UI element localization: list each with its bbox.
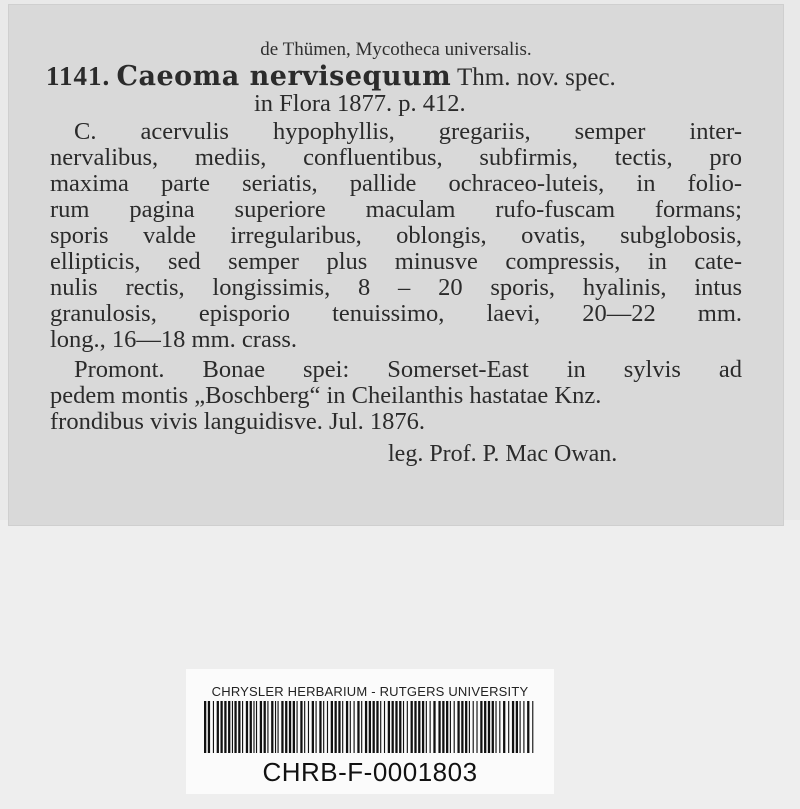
barcode-bar	[293, 701, 295, 753]
barcode-bar	[289, 701, 291, 753]
barcode-bar	[350, 701, 351, 753]
barcode-bar	[285, 701, 287, 753]
barcode-bar	[308, 701, 309, 753]
label-title-line	[46, 61, 616, 92]
barcode-bar	[342, 701, 343, 753]
barcode-bar	[411, 701, 413, 753]
barcode-bar	[422, 701, 424, 753]
barcode-bars	[204, 701, 536, 753]
exsiccata-number: 1141.	[46, 61, 111, 91]
barcode-bar	[395, 701, 397, 753]
barcode-bar	[465, 701, 467, 753]
barcode-bar	[492, 701, 494, 753]
barcode-bar	[357, 701, 359, 753]
barcode-bar	[430, 701, 431, 753]
barcode-bar	[281, 701, 283, 753]
barcode-bar	[426, 701, 427, 753]
barcode-bar	[532, 701, 533, 753]
barcode-bar	[217, 701, 219, 753]
citation: in Flora 1877. p. 412.	[254, 90, 466, 117]
barcode-bar	[499, 701, 500, 753]
barcode-bar	[271, 701, 273, 753]
barcode-bar	[512, 701, 514, 753]
barcode-bar	[297, 701, 298, 753]
barcode-bar	[516, 701, 518, 753]
barcode-bar	[365, 701, 367, 753]
description-line: ellipticis, sed semper plus minusve compressis, in cate-	[50, 248, 742, 275]
barcode-bar	[246, 701, 248, 753]
barcode-bar	[319, 701, 321, 753]
catalog-number: CHRB-F-0001803	[262, 757, 478, 787]
collector: leg. Prof. P. Mac Owan.	[388, 441, 618, 467]
barcode-bar	[331, 701, 333, 753]
barcode-bar	[527, 701, 529, 753]
barcode-bar	[204, 701, 206, 753]
barcode-bar	[450, 701, 451, 753]
barcode-bar	[228, 701, 230, 753]
species-name: Caeoma nervisequum	[116, 61, 452, 92]
description-line: C. acervulis hypophyllis, gregariis, semper inter-	[74, 118, 742, 145]
barcode-bar	[473, 701, 474, 753]
barcode-bar	[388, 701, 390, 753]
barcode-bar	[520, 701, 521, 753]
barcode-bar	[488, 701, 490, 753]
species-authority: Thm. nov. spec.	[457, 64, 616, 91]
barcode-bar	[508, 701, 509, 753]
barcode-bar	[495, 701, 496, 753]
barcode-bar	[461, 701, 463, 753]
barcode-bar	[335, 701, 337, 753]
barcode-bar	[238, 701, 240, 753]
barcode-bar	[316, 701, 317, 753]
barcode-bar	[369, 701, 371, 753]
barcode-bar	[312, 701, 314, 753]
description-line: rum pagina superiore maculam rufo-fuscam formans;	[50, 196, 742, 223]
barcode-bar	[399, 701, 401, 753]
barcode-bar	[469, 701, 470, 753]
barcode-bar	[208, 701, 210, 753]
barcode-bar	[346, 701, 348, 753]
description-line: sporis valde irregularibus, oblongis, ovatis, subglobosis,	[50, 222, 742, 249]
barcode-institution: CHRYSLER HERBARIUM - RUTGERS UNIVERSITY	[211, 684, 529, 699]
barcode-bar	[384, 701, 385, 753]
barcode-bar	[442, 701, 444, 753]
barcode-bar	[256, 701, 257, 753]
barcode-bar	[300, 701, 302, 753]
barcode-bar	[373, 701, 375, 753]
barcode-bar	[454, 701, 455, 753]
description-line: nervalibus, mediis, confluentibus, subfirmis, tectis, pro	[50, 144, 742, 171]
locality-line: frondibus vivis languidisve. Jul. 1876.	[50, 408, 425, 435]
barcode-bar	[380, 701, 381, 753]
specimen-label	[8, 4, 784, 526]
barcode-bar	[438, 701, 440, 753]
barcode-bar	[503, 701, 505, 753]
barcode-bar	[220, 701, 222, 753]
barcode-bar	[407, 701, 408, 753]
barcode-bar	[260, 701, 262, 753]
description-line: long., 16—18 mm. crass.	[50, 326, 298, 353]
barcode-bar	[275, 701, 276, 753]
barcode-bar	[213, 701, 214, 753]
barcode-bar	[267, 701, 268, 753]
barcode-bar	[376, 701, 378, 753]
barcode-bar	[232, 701, 233, 753]
barcode-bar	[264, 701, 266, 753]
barcode-bar	[457, 701, 459, 753]
barcode-bar	[224, 701, 226, 753]
description-line: maxima parte seriatis, pallide ochraceo-luteis, in folio-	[50, 170, 742, 197]
barcode-bar	[323, 701, 324, 753]
barcode-bar	[446, 701, 448, 753]
barcode-bar	[476, 701, 477, 753]
barcode-bar	[392, 701, 394, 753]
barcode-bar	[433, 701, 435, 753]
locality-line: Promont. Bonae spei: Somerset-East in sylvis ad	[74, 356, 742, 383]
description-line: nulis rectis, longissimis, 8 – 20 sporis, hyalinis, intus	[50, 274, 742, 301]
barcode-bar	[480, 701, 482, 753]
barcode-bar	[304, 701, 305, 753]
barcode-bar	[418, 701, 420, 753]
barcode-bar	[242, 701, 243, 753]
barcode-bar	[361, 701, 362, 753]
barcode-bar	[403, 701, 404, 753]
barcode-bar	[277, 701, 278, 753]
description-line: granulosis, episporio tenuissimo, laevi, 20—22 mm.	[50, 300, 742, 327]
barcode-bar	[414, 701, 416, 753]
locality-line: pedem montis „Boschberg“ in Cheilanthis hastatae Knz.	[50, 382, 602, 409]
barcode-bar	[250, 701, 252, 753]
barcode-bar	[338, 701, 340, 753]
barcode-bar	[484, 701, 486, 753]
barcode-bar	[234, 701, 236, 753]
barcode-label	[186, 669, 554, 794]
barcode-bar	[327, 701, 328, 753]
barcode-bar	[354, 701, 355, 753]
label-header: de Thümen, Mycotheca universalis.	[260, 39, 532, 60]
barcode-bar	[253, 701, 254, 753]
barcode-bar	[523, 701, 524, 753]
